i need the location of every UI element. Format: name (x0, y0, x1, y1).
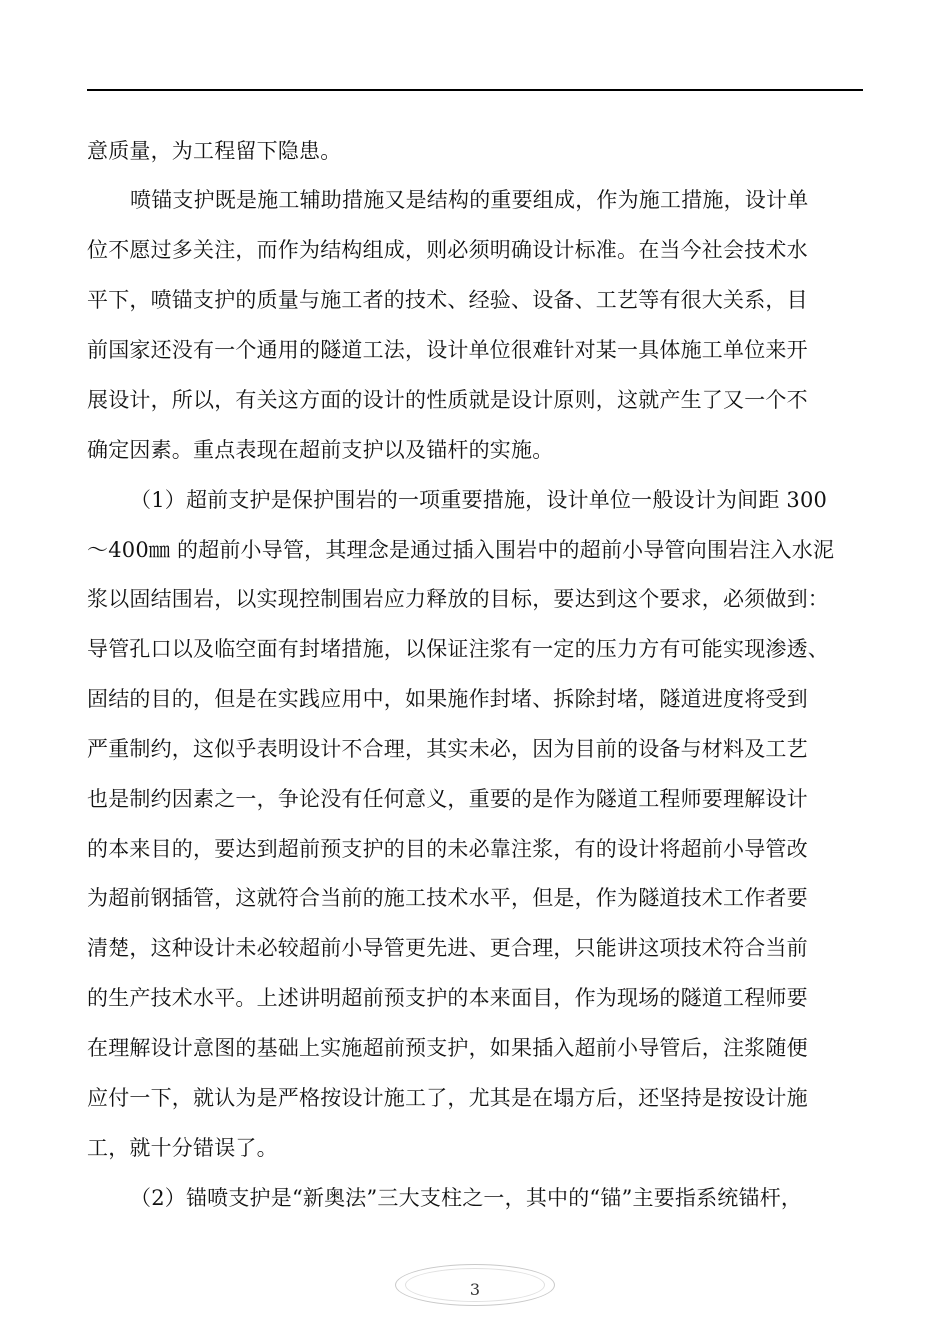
text-line: 为超前钢插管，这就符合当前的施工技术水平，但是，作为隧道技术工作者要 (87, 886, 808, 910)
text-line: 意质量，为工程留下隐患。 (87, 139, 342, 163)
text-line: 确定因素。重点表现在超前支护以及锚杆的实施。 (87, 438, 554, 462)
text-line: 严重制约，这似乎表明设计不合理，其实未必，因为目前的设备与材料及工艺 (87, 737, 808, 761)
text-line: 位不愿过多关注，而作为结构组成，则必须明确设计标准。在当今社会技术水 (87, 238, 808, 262)
text-line: 应付一下，就认为是严格按设计施工了，尤其是在塌方后，还坚持是按设计施 (87, 1086, 808, 1110)
page-footer (395, 1264, 555, 1306)
text-line: 浆以固结围岩，以实现控制围岩应力释放的目标，要达到这个要求，必须做到： (87, 587, 829, 611)
text-line: 平下，喷锚支护的质量与施工者的技术、经验、设备、工艺等有很大关系，目 (87, 288, 808, 312)
text-line: （2）锚喷支护是“新奥法”三大支柱之一，其中的“锚”主要指系统锚杆， (130, 1186, 803, 1210)
text-line: ～400㎜ 的超前小导管，其理念是通过插入围岩中的超前小导管向围岩注入水泥 (87, 538, 835, 562)
text-line: 展设计，所以，有关这方面的设计的性质就是设计原则，这就产生了又一个不 (87, 388, 808, 412)
text-line: （1）超前支护是保护围岩的一项重要措施，设计单位一般设计为间距 300 (130, 488, 828, 512)
page-number: 3 (469, 1280, 481, 1299)
text-line: 的生产技术水平。上述讲明超前预支护的本来面目，作为现场的隧道工程师要 (87, 986, 808, 1010)
header-rule (87, 89, 863, 91)
text-line: 导管孔口以及临空面有封堵措施，以保证注浆有一定的压力方有可能实现渗透、 (87, 637, 829, 661)
text-line: 清楚，这种设计未必较超前小导管更先进、更合理，只能讲这项技术符合当前 (87, 936, 808, 960)
text-line: 在理解设计意图的基础上实施超前预支护，如果插入超前小导管后，注浆随便 (87, 1036, 808, 1060)
text-line: 工，就十分错误了。 (87, 1136, 278, 1160)
text-line: 的本来目的，要达到超前预支护的目的未必靠注浆，有的设计将超前小导管改 (87, 837, 808, 861)
text-line: 固结的目的，但是在实践应用中，如果施作封堵、拆除封堵，隧道进度将受到 (87, 687, 808, 711)
text-line: 前国家还没有一个通用的隧道工法，设计单位很难针对某一具体施工单位来开 (87, 338, 808, 362)
text-line: 也是制约因素之一，争论没有任何意义，重要的是作为隧道工程师要理解设计 (87, 787, 808, 811)
text-line: 喷锚支护既是施工辅助措施又是结构的重要组成，作为施工措施，设计单 (130, 188, 809, 212)
